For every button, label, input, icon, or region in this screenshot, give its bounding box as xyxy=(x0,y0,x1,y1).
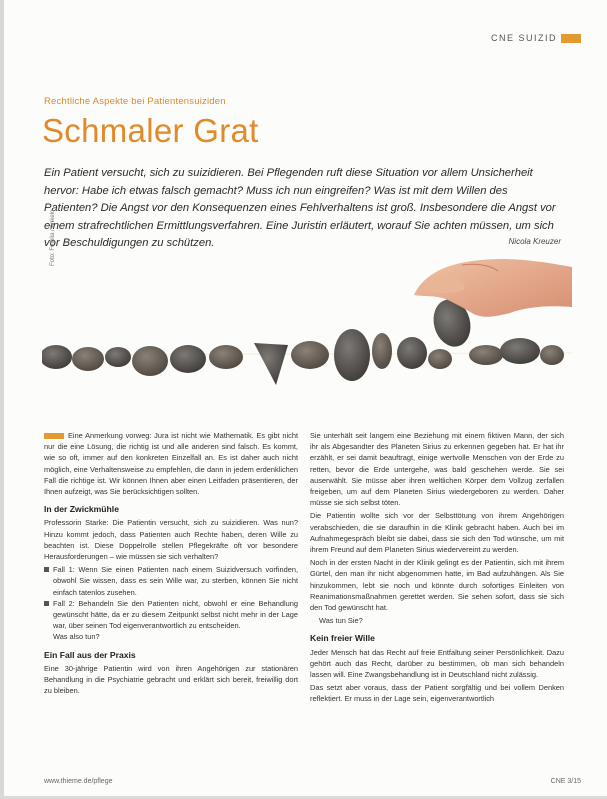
paragraph: Die Patientin wollte sich vor der Selbsttötung von ihrem Angehörigen verabschieden, die sie daraufhin in die Klinik gebracht haben. Auch bei im Aufnahmegespräch bleibt sie dabei, dass sie sich den Tod wünsche, um mit ihrem Freund auf dem Planeten Sirius wiedervereint zu werden. xyxy=(310,511,564,555)
paragraph: Jeder Mensch hat das Recht auf freie Entfaltung seiner Persönlichkeit. Dazu gehört auch das Recht, darüber zu bestimmen, ob man sich behandeln lassen will. Eine Zwangsbehandlung ist in Deutschland nicht zulässig. xyxy=(310,647,564,680)
right-column xyxy=(310,430,564,707)
bullet-item: Fall 1: Wenn Sie einen Patienten nach einem Suizidversuch vorfinden, obwohl Sie wissen, dass es sein Wille war, zu sterben, können Sie nicht einfach tatenlos zusehen. xyxy=(44,564,298,598)
left-column xyxy=(44,430,298,698)
section-header xyxy=(491,33,581,43)
paragraph: Das setzt aber voraus, dass der Patient sorgfältig und bei vollem Denken reflektiert. Er muss in der Lage sein, eigenverantwortlich xyxy=(310,683,564,704)
photo-credit: Foto: Fotolia / Ankelo xyxy=(50,209,56,266)
paragraph-tail: Was tun Sie? xyxy=(319,616,363,626)
paragraph: Professorin Starke: Die Patientin versucht, sich zu suizidieren. Was nun? Hinzu kommt jedoch, dass Patienten auch Rechte haben, deren Wille zu beachten ist. Diese Doppelrolle stellen Pflegekräfte oft vor besondere Herausforderungen – wie müssen sie sich verhalten? xyxy=(44,518,298,562)
footer-url: www.thieme.de/pflege xyxy=(44,778,113,785)
headline: Schmaler Grat xyxy=(42,112,259,149)
bullet-square-icon xyxy=(44,601,49,606)
intro-paragraph: Eine Anmerkung vorweg: Jura ist nicht wie Mathematik. Es gibt nicht nur die eine Lösung, die richtig ist und alle anderen sind falsch. Es kommt, wie so oft, immer auf den konkreten Einzelfall an. Es ist daher auch nicht möglich, eine Verhaltensweise zu empfehlen, die dann in jedem erdenklichen Fall die richtige ist. Wir können Ihnen aber einen Leitfaden präsentieren, der Ihnen aufzeigt, was Sie berücksichtigen sollten. xyxy=(44,431,298,497)
bullet-item: Fall 2: Behandeln Sie den Patienten nicht, obwohl er eine Behandlung gewünscht hätte, da er zu diesem Zeitpunkt selbst nicht mehr in der Lage war, über seinen Tod eigenverantwortlich zu entscheiden. xyxy=(44,598,298,632)
author: Nicola Kreuzer xyxy=(508,237,561,246)
paragraph-tail: Was also tun? xyxy=(53,632,100,642)
paragraph: Sie unterhält seit langem eine Beziehung mit einem fiktiven Mann, der sich ihr als Abgesandter des Planeten Sirius zu erkennen gegeben hat. Er hat ihr erzählt, er sei damit beauftragt, einige wertvolle Menschen von der Erde zu retten, bevor die Erde untergehe, was bald geschehen werde. Sie sei auserwählt. Sie müsse aber ihren weltlichen Körper dem Vollzug zerfallen freigeben, um auf dem Planeten Sirius wiedergeboren zu werden. Daher müsse sie sich selbst töten. xyxy=(310,431,564,508)
paragraph: Eine 30-jährige Patientin wird von ihren Angehörigen zur stationären Behandlung in die Psychiatrie gebracht und erklärt sich bereit, freiwillig dort zu bleiben. xyxy=(44,663,298,696)
kicker: Rechtliche Aspekte bei Patientensuiziden xyxy=(44,96,226,107)
stones-photo xyxy=(42,247,572,423)
subheading-freier-wille: Kein freier Wille xyxy=(310,633,375,644)
bullet-square-icon xyxy=(44,567,49,572)
footer-issue: CNE 3/15 xyxy=(550,778,581,785)
scan-edge xyxy=(0,0,4,799)
subheading-zwickmuehle: In der Zwickmühle xyxy=(44,504,119,515)
subheading-praxis: Ein Fall aus der Praxis xyxy=(44,649,136,660)
paragraph: Noch in der ersten Nacht in der Klinik gelingt es der Patientin, sich mit ihrem Gürtel, den man ihr nicht abgenommen hatte, im Bad aufzuhängen. Als Sie hinzukommen, lebt sie noch und könnte durch sofortiges Einleiten von Reanimationsmaßnahmen gerettet werden. Sie sehen sofort, dass sie sich den Tod gewünscht hat. xyxy=(310,558,564,613)
drop-marker xyxy=(44,433,64,439)
section-badge xyxy=(561,34,581,43)
section-label: CNE SUIZID xyxy=(490,33,557,43)
lede: Ein Patient versucht, sich zu suizidieren. Bei Pflegenden ruft diese Situation vor allem Unsicherheit hervor: Habe ich etwas falsch gemacht? Muss ich nun eingreifen? Was ist mit dem Willen des Patienten? Die Angst vor den Konsequenzen eines Fehlverhaltens ist groß. Insbesondere die Angst vor einem strafrechtlichen Ermittlungsverfahren. Eine Juristin erläutert, worauf Sie achten müssen, um sich vor Beschuldigungen zu schützen. xyxy=(44,167,556,250)
